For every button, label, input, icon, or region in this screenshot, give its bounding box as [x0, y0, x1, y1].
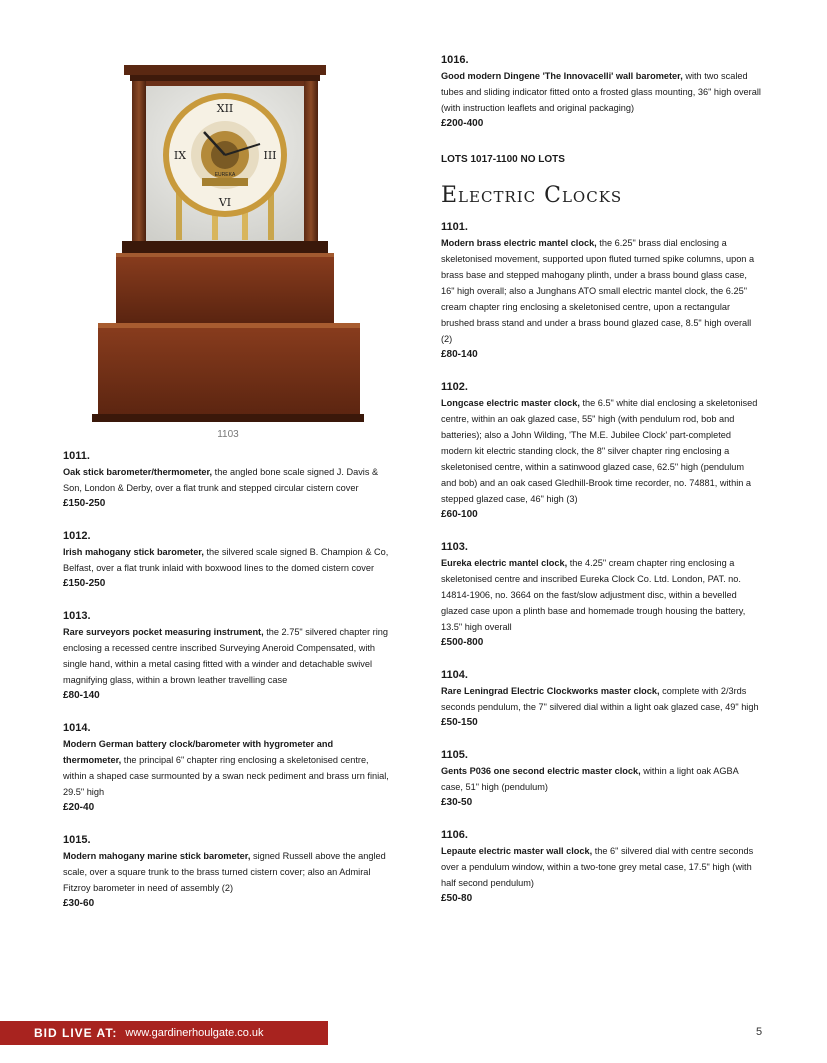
lot-estimate: £60-100 — [441, 509, 478, 520]
lot-estimate: £30-60 — [63, 898, 95, 909]
lot-number: 1012. — [63, 530, 91, 542]
lot-description — [441, 395, 761, 507]
lot-description — [63, 464, 393, 496]
lot-number: 1013. — [63, 610, 91, 622]
lot-title: Modern mahogany marine stick barometer, — [63, 851, 251, 861]
svg-text:XII: XII — [216, 102, 234, 115]
lot-1014 — [63, 721, 393, 816]
lot-title: Good modern Dingene 'The Innovacelli' wall barometer, — [441, 71, 683, 81]
lot-1106 — [441, 828, 761, 907]
left-column — [63, 449, 393, 929]
lot-text: the angled bone scale signed J. Davis & Son, London & Derby, over a flat trunk and stepped circular cistern cover — [63, 467, 379, 493]
lot-text: with two scaled tubes and sliding indicator fitted onto a frosted glass mounting, 36" high overall (with instruction leaflets and original packaging) — [441, 71, 761, 113]
lot-description — [63, 544, 393, 576]
lot-number: 1016. — [441, 54, 469, 66]
lot-1105 — [441, 748, 761, 811]
lot-number: 1015. — [63, 834, 91, 846]
lot-description — [441, 843, 761, 891]
footer-label: BID LIVE AT: — [34, 1026, 118, 1040]
lot-number: 1106. — [441, 829, 468, 841]
lot-description — [63, 848, 393, 896]
lot-title: Modern brass electric mantel clock, — [441, 238, 597, 248]
lot-description — [441, 235, 761, 347]
lot-text: the 4.25" cream chapter ring enclosing a skeletonised centre and inscribed Eureka Clock Co. Ltd. London, PAT. no. 14814-1906, no. 3664 on the fast/slow adjustment disc, within a bevelled glazed case upon a plinth base and homemade trough housing the battery, 13.5" high overall — [441, 558, 746, 632]
svg-text:III: III — [263, 149, 277, 162]
lot-title: Lepaute electric master wall clock, — [441, 846, 593, 856]
clock-illustration — [92, 60, 364, 426]
lot-description — [441, 763, 761, 795]
lot-description — [63, 624, 393, 688]
lot-1011 — [63, 449, 393, 512]
lot-text: the 6.25" brass dial enclosing a skeletonised movement, supported upon fluted turned spike columns, upon a brass base and stepped mahogany plinth, under a brass bound glass case, 16" high overall; also a Junghans ATO small electric mantel clock, the 6.25" cream chapter ring enclosing a skeletonised centre, upon a rectangular brushed brass stand and under a brass bound glazed case, 8.5" high overall (2) — [441, 238, 755, 344]
lot-estimate: £30-50 — [441, 797, 473, 808]
lot-1012 — [63, 529, 393, 592]
lot-number: 1014. — [63, 722, 91, 734]
lot-title: Longcase electric master clock, — [441, 398, 580, 408]
lot-text: the 6.5" white dial enclosing a skeletonised centre, within an oak glazed case, 55" high (with pendulum rod, bob and batteries); also a John Wilding, 'The M.E. Jubilee Clock' part-completed modern kit electric standing clock, the 8" silver chapter ring enclosing a skeletonised centre, within a satinwood glazed case, 62.5" high (pendulum and bob) and an oak cased Gledhill-Brook time recorder, no. 74881, within a stepped glazed case, 46" high (3) — [441, 398, 758, 504]
lot-estimate: £150-250 — [63, 578, 106, 589]
lot-1103 — [441, 540, 761, 651]
lot-text: within a light oak AGBA case, 51" high (pendulum) — [441, 766, 739, 792]
lot-title: Rare surveyors pocket measuring instrument, — [63, 627, 264, 637]
lot-text: the 2.75" silvered chapter ring enclosing a recessed centre inscribed Surveying Aneroid Compensated, with single hand, within a metal casing fitted with a winder and detachable swivel magnifying glass, within a brown leather travelling case — [63, 627, 388, 685]
lot-description — [441, 683, 761, 715]
lot-1013 — [63, 609, 393, 704]
lot-title: Modern German battery clock/barometer with hygrometer and thermometer, — [63, 739, 334, 765]
no-lots-notice: LOTS 1017-1100 NO LOTS — [441, 154, 565, 165]
lot-text: complete with 2/3rds seconds pendulum, the 7" silvered dial within a light oak glazed case, 49" high — [441, 686, 759, 712]
svg-text:VI: VI — [218, 196, 232, 209]
lot-number: 1102. — [441, 381, 468, 393]
lot-title: Eureka electric mantel clock, — [441, 558, 568, 568]
lot-estimate: £200-400 — [441, 118, 484, 129]
lot-estimate: £20-40 — [63, 802, 95, 813]
lot-1101 — [441, 220, 761, 363]
clock-photo — [92, 60, 364, 426]
lot-text: the 6" silvered dial with centre seconds over a pendulum window, within a two-tone grey metal case, 17.5" high (with half second pendulum) — [441, 846, 754, 888]
lot-description — [441, 68, 761, 116]
lot-title: Gents P036 one second electric master clock, — [441, 766, 641, 776]
lot-estimate: £50-150 — [441, 717, 478, 728]
footer-website-link[interactable]: www.gardinerhoulgate.co.uk — [125, 1027, 264, 1039]
lot-1015 — [63, 833, 393, 912]
lot-description — [63, 736, 393, 800]
photo-caption: 1103 — [217, 429, 239, 440]
lot-estimate: £50-80 — [441, 893, 473, 904]
lot-text: the principal 6" chapter ring enclosing a skeletonised centre, within a shaped case surmounted by a swan neck pediment and brass urn finial, 29.5" high — [63, 755, 389, 797]
lot-number: 1011. — [63, 450, 90, 462]
lot-estimate: £80-140 — [63, 690, 100, 701]
section-heading: Electric Clocks — [441, 183, 623, 208]
dial-label: EUREKA — [214, 172, 236, 178]
right-column — [441, 53, 761, 924]
lot-description — [441, 555, 761, 635]
lot-number: 1101. — [441, 221, 468, 233]
lot-text: signed Russell above the angled scale, over a square trunk to the brass turned cistern cover; also an Admiral Fitzroy barometer in need of assembly (2) — [63, 851, 386, 893]
footer-bid-live-bar — [0, 1021, 328, 1045]
lot-1102 — [441, 380, 761, 523]
lot-title: Oak stick barometer/thermometer, — [63, 467, 213, 477]
lot-number: 1104. — [441, 669, 468, 681]
svg-text:IX: IX — [173, 149, 187, 162]
lot-title: Irish mahogany stick barometer, — [63, 547, 204, 557]
lot-number: 1103. — [441, 541, 468, 553]
lot-1016 — [441, 53, 761, 132]
lot-estimate: £150-250 — [63, 498, 106, 509]
lot-title: Rare Leningrad Electric Clockworks master clock, — [441, 686, 660, 696]
lot-estimate: £80-140 — [441, 349, 478, 360]
lot-number: 1105. — [441, 749, 468, 761]
page-number: 5 — [756, 1026, 763, 1038]
lot-1104 — [441, 668, 761, 731]
lot-estimate: £500-800 — [441, 637, 484, 648]
lot-text: the silvered scale signed B. Champion & Co, Belfast, over a flat trunk inlaid with boxwood lines to the domed cistern cover — [63, 547, 389, 573]
